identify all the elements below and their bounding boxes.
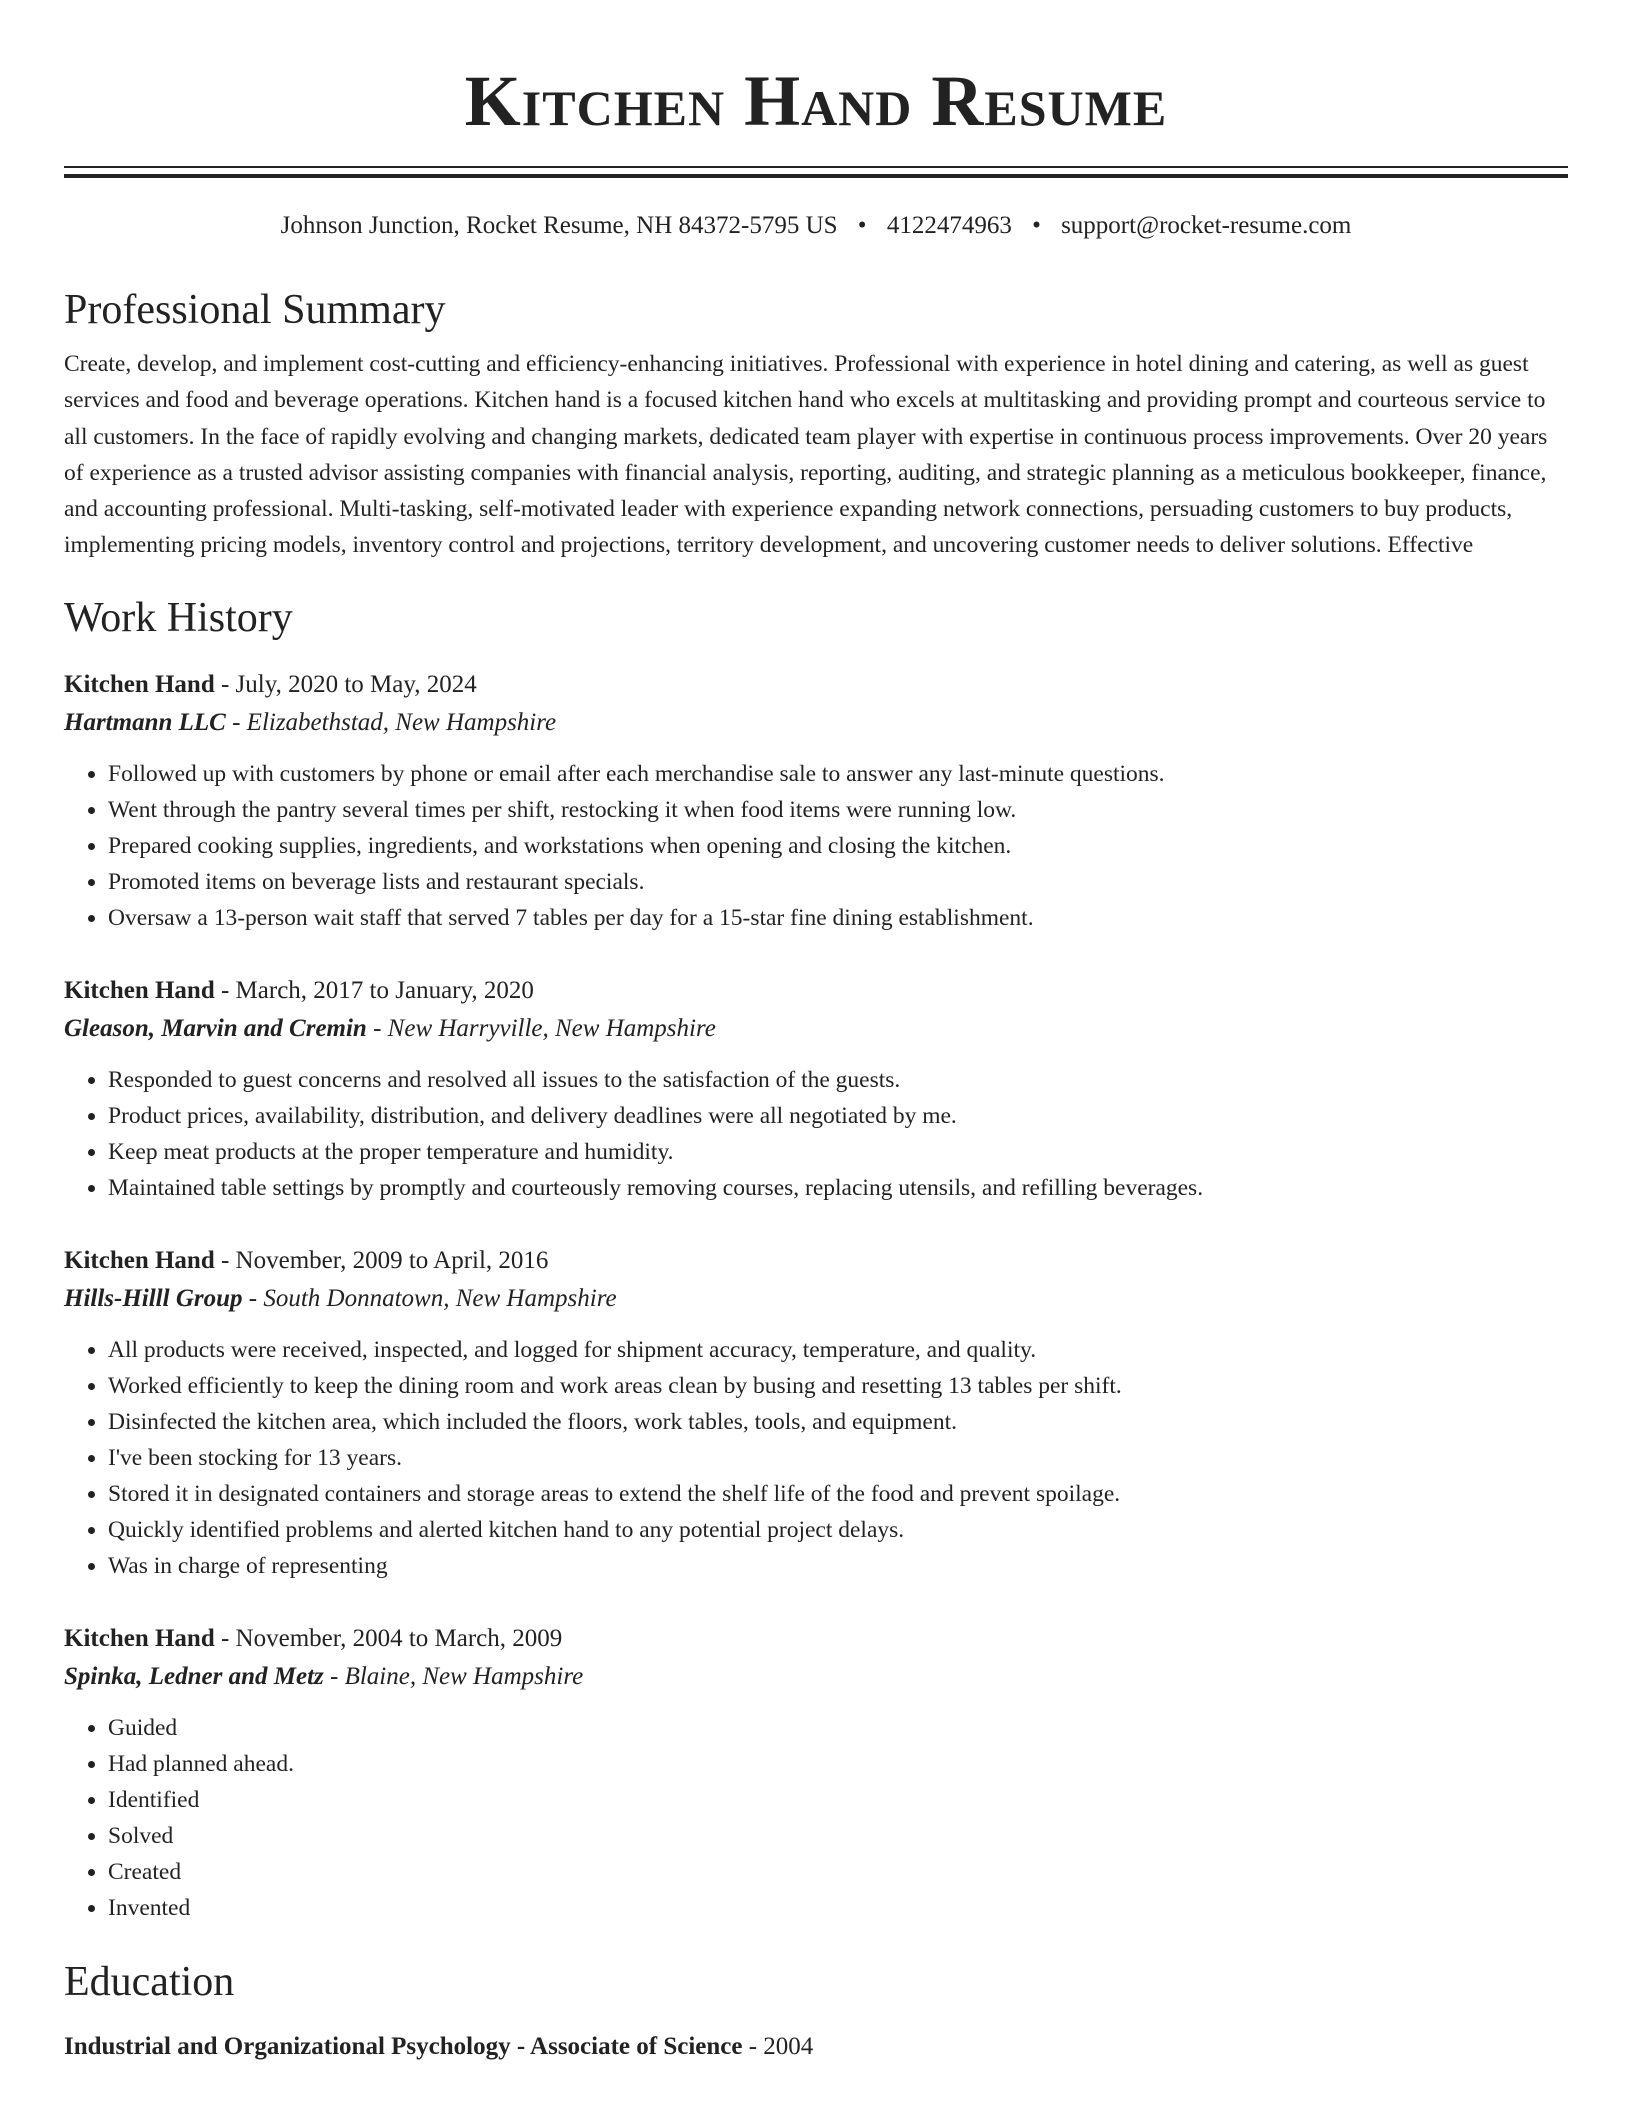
education-entry: [64, 2028, 1568, 2066]
job-entry: [64, 972, 1568, 1206]
job-dates: - July, 2020 to May, 2024: [214, 670, 477, 698]
education-year: - 2004: [742, 2032, 814, 2060]
job-role: Kitchen Hand: [64, 1246, 215, 1274]
education-degree: Industrial and Organizational Psychology - Associate of Science: [64, 2032, 743, 2060]
job-entry: [64, 666, 1568, 936]
job-company-line: [64, 1010, 1568, 1048]
contact-separator: •: [857, 212, 867, 239]
job-company: Gleason, Marvin and Cremin: [64, 1014, 367, 1042]
job-bullet: • Oversaw a 13-person wait staff that served 7 tables per day for a 15-star fine dining establishment.: [108, 900, 1568, 936]
job-dates: - November, 2009 to April, 2016: [214, 1246, 549, 1274]
job-bullet: • Invented: [108, 1890, 1568, 1926]
job-title-line: [64, 1620, 1568, 1658]
job-bullet: • Went through the pantry several times per shift, restocking it when food items were running low.: [108, 792, 1568, 828]
job-bullet: • Responded to guest concerns and resolved all issues to the satisfaction of the guests.: [108, 1062, 1568, 1098]
job-role: Kitchen Hand: [64, 670, 215, 698]
job-bullet: • Identified: [108, 1782, 1568, 1818]
job-entry: [64, 1620, 1568, 1926]
contact-address: Johnson Junction, Rocket Resume, NH 84372-5795 US: [280, 212, 838, 239]
job-dates: - November, 2004 to March, 2009: [214, 1624, 563, 1652]
job-bullets: [64, 1710, 1568, 1926]
job-company: Hills-Hilll Group: [64, 1284, 243, 1312]
job-location: - Blaine, New Hampshire: [323, 1662, 584, 1690]
job-company: Spinka, Ledner and Metz: [64, 1662, 324, 1690]
job-bullet: • Worked efficiently to keep the dining room and work areas clean by busing and resetting 13 tables per shift.: [108, 1368, 1568, 1404]
job-company-line: [64, 1280, 1568, 1318]
job-company: Hartmann LLC: [64, 708, 226, 736]
job-title-line: [64, 666, 1568, 704]
job-bullet: • Followed up with customers by phone or email after each merchandise sale to answer any last-minute questions.: [108, 756, 1568, 792]
job-company-line: [64, 704, 1568, 742]
job-bullets: [64, 756, 1568, 936]
job-bullet: • Stored it in designated containers and storage areas to extend the shelf life of the food and prevent spoilage.: [108, 1476, 1568, 1512]
job-company-line: [64, 1658, 1568, 1696]
job-bullet: • Had planned ahead.: [108, 1746, 1568, 1782]
job-bullet: • Keep meat products at the proper temperature and humidity.: [108, 1134, 1568, 1170]
job-bullet: • Quickly identified problems and alerted kitchen hand to any potential project delays.: [108, 1512, 1568, 1548]
job-bullet: • Solved: [108, 1818, 1568, 1854]
job-bullet: • Guided: [108, 1710, 1568, 1746]
job-bullet: • I've been stocking for 13 years.: [108, 1440, 1568, 1476]
job-bullet: • All products were received, inspected, and logged for shipment accuracy, temperature, and quality.: [108, 1332, 1568, 1368]
job-dates: - March, 2017 to January, 2020: [214, 976, 534, 1004]
job-location: - New Harryville, New Hampshire: [366, 1014, 716, 1042]
job-bullets: [64, 1062, 1568, 1206]
summary-heading: Professional Summary: [64, 287, 446, 333]
job-title-line: [64, 972, 1568, 1010]
job-title-line: [64, 1242, 1568, 1280]
job-bullet: • Promoted items on beverage lists and restaurant specials.: [108, 864, 1568, 900]
job-bullet: • Was in charge of representing: [108, 1548, 1568, 1584]
summary-text: Create, develop, and implement cost-cutting and efficiency-enhancing initiatives. Professional with experience in hotel dining and catering, as well as guest services and food and beverage operations. Kitchen hand is a focused kitchen hand who excels at multitasking and providing prompt and courteous service to all customers. In the face of rapidly evolving and changing markets, dedicated team player with expertise in continuous process improvements. Over 20 years of experience as a trusted advisor assisting companies with financial analysis, reporting, auditing, and strategic planning as a meticulous bookkeeper, finance, and accounting professional. Multi-tasking, self-motivated leader with experience expanding network connections, persuading customers to buy products, implementing pricing models, inventory control and projections, territory development, and uncovering customer needs to deliver solutions. Effective: [64, 351, 1548, 559]
resume-title: Kitchen Hand Resume: [464, 61, 1168, 141]
job-location: - Elizabethstad, New Hampshire: [225, 708, 557, 736]
job-entry: [64, 1242, 1568, 1584]
job-bullet: • Disinfected the kitchen area, which included the floors, work tables, tools, and equipment.: [108, 1404, 1568, 1440]
title-divider: [64, 166, 1568, 178]
contact-phone: 4122474963: [886, 212, 1012, 239]
contact-email: support@rocket-resume.com: [1061, 212, 1352, 239]
job-bullet: • Maintained table settings by promptly and courteously removing courses, replacing utensils, and refilling beverages.: [108, 1170, 1568, 1206]
job-bullets: [64, 1332, 1568, 1584]
education-heading: Education: [64, 1958, 235, 2005]
job-bullet: • Prepared cooking supplies, ingredients, and workstations when opening and closing the kitchen.: [108, 828, 1568, 864]
job-bullet: • Product prices, availability, distribution, and delivery deadlines were all negotiated by me.: [108, 1098, 1568, 1134]
work-history-heading: Work History: [64, 594, 293, 641]
contact-separator: •: [1032, 212, 1041, 239]
job-role: Kitchen Hand: [64, 976, 215, 1004]
job-location: - South Donnatown, New Hampshire: [242, 1284, 617, 1312]
job-role: Kitchen Hand: [64, 1624, 215, 1652]
contact-line: [64, 210, 1568, 242]
job-bullet: • Created: [108, 1854, 1568, 1890]
